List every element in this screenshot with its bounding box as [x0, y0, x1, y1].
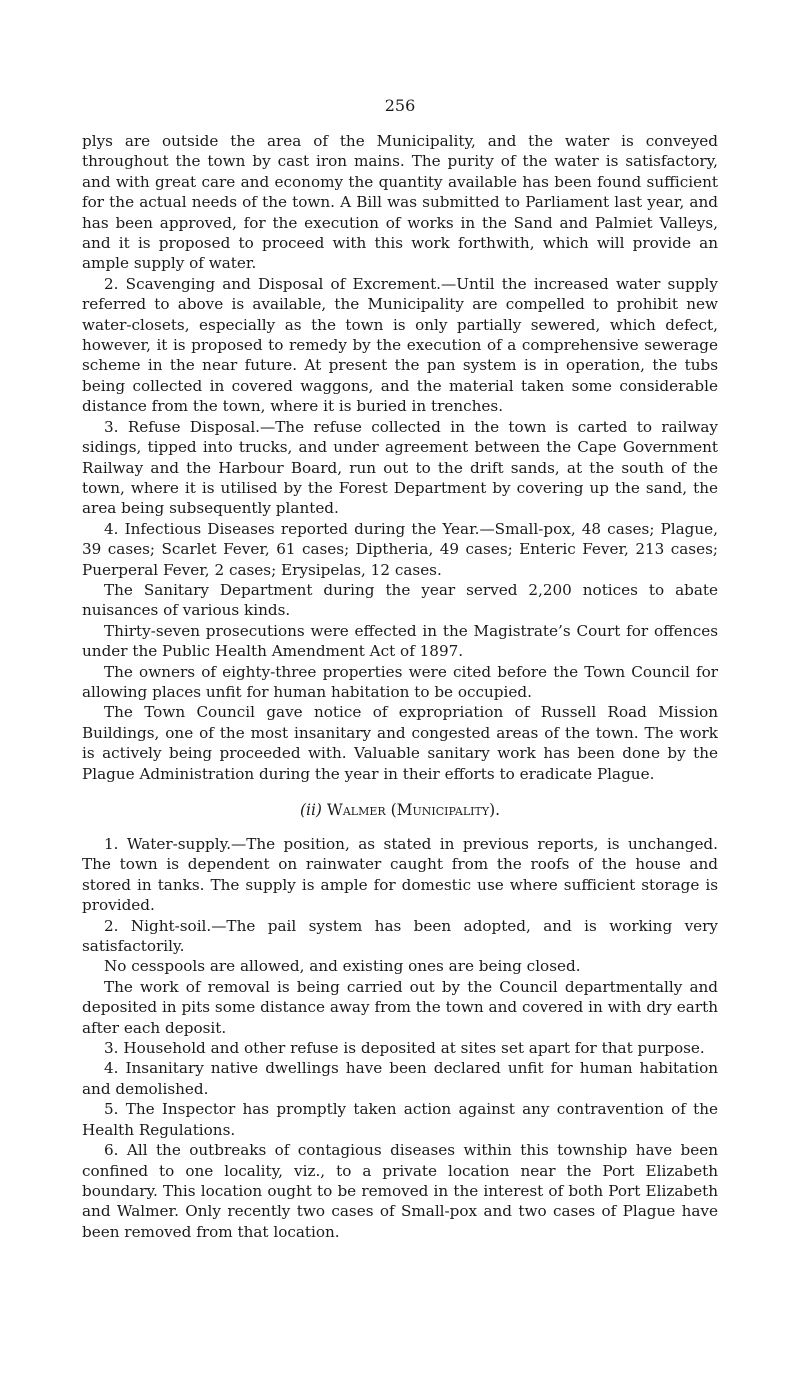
- paragraph-walmer-inspector: 5. The Inspector has promptly taken action against any contravention of the Health Regulations.: [82, 1100, 718, 1139]
- section-port-elizabeth: [82, 131, 718, 784]
- paragraph-expropriation: The Town Council gave notice of expropriation of Russell Road Mission Buildings, one of the most insanitary and congested areas of the town. The work is actively being proceeded with. Valuable sanitary work has been done by the Plague Administration during the year in their efforts to eradicate Plague.: [82, 703, 718, 783]
- document-page: [82, 96, 718, 1242]
- paragraph-prosecutions: Thirty-seven prosecutions were effected in the Magistrate’s Court for offences under the Public Health Amendment Act of 1897.: [82, 621, 718, 661]
- paragraph-infectious-diseases: 4. Infectious Diseases reported during the Year.—Small-pox, 48 cases; Plague, 39 cases; Scarlet Fever, 61 cases; Diptheria, 49 cases; Enteric Fever, 213 cases; Puerperal Fever, 2 cases; Erysipelas, 12 cases.: [82, 519, 718, 579]
- paragraph-water-supply-continued: plys are outside the area of the Municipality, and the water is conveyed throughout the town by cast iron mains. The purity of the water is satisfactory, and with great care and economy the quantity available has been found sufficient for the actual needs of the town. A Bill was submitted to Parliament last year, and has been approved, for the execution of works in the Sand and Palmiet Valleys, and it is proposed to proceed with this work forthwith, which will provide an ample supply of water.: [82, 132, 718, 273]
- paragraph-walmer-outbreaks: 6. All the outbreaks of contagious diseases within this township have been confined to one locality, viz., to a private location near the Port Elizabeth boundary. This location ought to be removed in the interest of both Port Elizabeth and Walmer. Only recently two cases of Small-pox and two cases of Plague have been removed from that location.: [82, 1141, 718, 1241]
- section-walmer: [82, 834, 718, 1242]
- section-heading-walmer: [82, 800, 718, 820]
- paragraph-walmer-cesspools: No cesspools are allowed, and existing ones are being closed.: [104, 957, 581, 976]
- paragraph-walmer-dwellings: 4. Insanitary native dwellings have been declared unfit for human habitation and demolished.: [82, 1059, 718, 1098]
- page-number: 256: [384, 96, 416, 115]
- paragraph-walmer-water-supply: 1. Water-supply.—The position, as stated in previous reports, is unchanged. The town is dependent on rainwater caught from the roofs of the house and stored in tanks. The supply is ample for domestic use where sufficient storage is provided.: [82, 835, 718, 915]
- paragraph-properties-cited: The owners of eighty-three properties were cited before the Town Council for allowing places unfit for human habitation to be occupied.: [82, 662, 718, 701]
- paragraph-walmer-night-soil: 2. Night-soil.—The pail system has been adopted, and is working very satisfactorily.: [82, 916, 718, 956]
- paragraph-sanitary-notices: The Sanitary Department during the year served 2,200 notices to abate nuisances of various kinds.: [82, 580, 718, 620]
- section-heading-number: (ii): [299, 801, 322, 819]
- paragraph-scavenging: 2. Scavenging and Disposal of Excrement.—Until the increased water supply referred to above is available, the Municipality are compelled to prohibit new water-closets, especially as the town is only partially sewered, which defect, however, it is proposed to remedy by the execution of a comprehensive sewerage scheme in the near future. At present the pan system is in operation, the tubs being collected in covered waggons, and the material taken some considerable distance from the town, where it is buried in trenches.: [82, 274, 718, 416]
- paragraph-walmer-removal: The work of removal is being carried out by the Council departmentally and deposited in pits some distance away from the town and covered in with dry earth after each deposit.: [82, 977, 718, 1037]
- paragraph-walmer-refuse: 3. Household and other refuse is deposited at sites set apart for that purpose.: [104, 1039, 705, 1058]
- section-heading-title: Walmer (Municipality).: [326, 801, 501, 819]
- paragraph-refuse-disposal: 3. Refuse Disposal.—The refuse collected in the town is carted to railway sidings, tipped into trucks, and under agreement between the Cape Government Railway and the Harbour Board, run out to the drift sands, at the south of the town, where it is utilised by the Forest Department by covering up the sand, the area being subsequently planted.: [82, 417, 718, 518]
